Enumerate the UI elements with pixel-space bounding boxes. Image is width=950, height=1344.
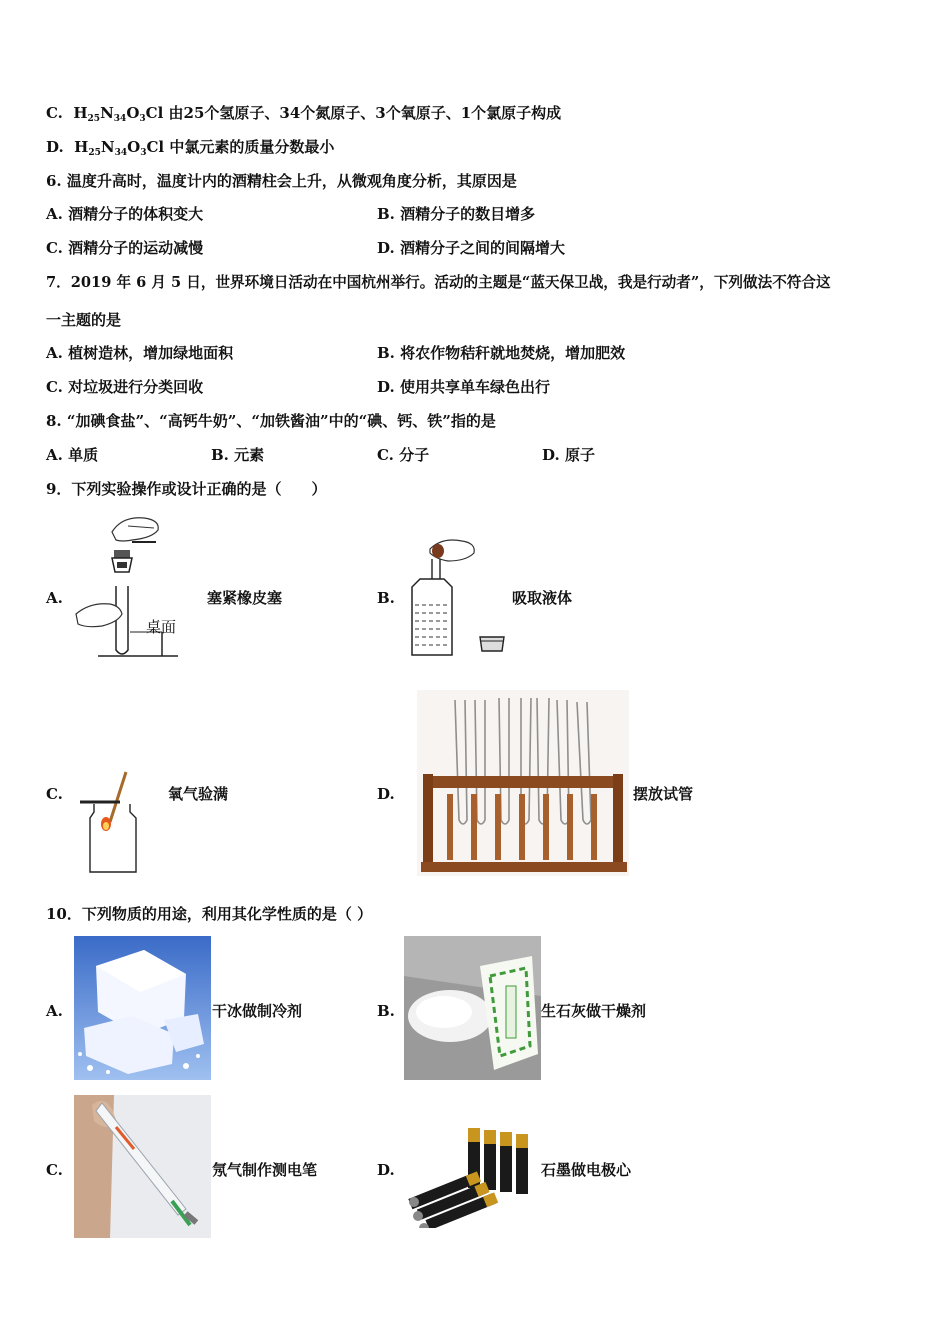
q10-option-b-label: B. [377, 1002, 395, 1020]
q6-option-d: D. 酒精分子之间的间隔增大 [377, 239, 565, 257]
q10-option-a-label: A. [46, 1002, 63, 1020]
q7-option-c: C. 对垃圾进行分类回收 [46, 378, 204, 396]
q5-option-d: D. $H_{25}N_{34}O_3Cl$ 中氯元素的质量分数最小 [46, 138, 335, 158]
q6-stem: 6. 温度升高时，温度计内的酒精柱会上升，从微观角度分析，其原因是 [46, 172, 517, 190]
q9-option-c-text: 氧气验满 [168, 785, 229, 803]
q9-option-b-label: B. [377, 589, 395, 607]
gas-bottle-splint-icon [80, 768, 142, 878]
q9-option-b-text: 吸取液体 [512, 589, 573, 607]
q9-option-d-text: 摆放试管 [633, 785, 694, 803]
formula: $H_{25}N_{34}O_3Cl$ [73, 104, 164, 124]
q9-stem: 9．下列实验操作或设计正确的是（ ） [46, 480, 327, 498]
q9-option-a-text: 塞紧橡皮塞 [207, 589, 283, 607]
test-pen-photo-icon [74, 1095, 211, 1238]
dropper-bottle-icon [408, 535, 520, 660]
q8-option-c: C. 分子 [377, 446, 430, 464]
q10-option-b-text: 生石灰做干燥剂 [541, 1002, 647, 1020]
test-tube-rack-icon [417, 690, 629, 876]
q10-option-a-text: 干冰做制冷剂 [212, 1002, 303, 1020]
q7-stem-line1: 7．2019 年 6 月 5 日，世界环境日活动在中国杭州举行。活动的主题是“蓝天保卫战，我是行动者”，下列做法不符合这 [46, 274, 831, 291]
q8-option-b: B. 元素 [211, 446, 265, 464]
q9-option-d-label: D. [377, 785, 395, 803]
formula: $H_{25}N_{34}O_3Cl$ [74, 138, 165, 158]
q7-option-b: B. 将农作物秸秆就地焚烧，增加肥效 [377, 344, 626, 362]
dry-ice-photo-icon [74, 936, 211, 1080]
q7-stem-line2: 一主题的是 [46, 311, 122, 329]
q8-option-a: A. 单质 [46, 446, 99, 464]
q8-stem: 8. “加碘食盐”、“高钙牛奶”、“加铁酱油”中的“碘、钙、铁”指的是 [46, 412, 496, 430]
q10-option-d-label: D. [377, 1161, 395, 1179]
q7-option-a: A. 植树造林，增加绿地面积 [46, 344, 234, 362]
q6-option-a: A. 酒精分子的体积变大 [46, 205, 204, 223]
q8-option-d: D. 原子 [542, 446, 595, 464]
q9-option-c-label: C. [46, 785, 63, 803]
test-tube-stopper-icon [72, 510, 184, 660]
q10-option-c-text: 氖气制作测电笔 [212, 1161, 318, 1179]
q6-option-c: C. 酒精分子的运动减慢 [46, 239, 204, 257]
q10-option-c-label: C. [46, 1161, 63, 1179]
q6-option-b: B. 酒精分子的数目增多 [377, 205, 536, 223]
quicklime-desiccant-photo-icon [404, 936, 541, 1080]
q5-option-c: C. $H_{25}N_{34}O_3Cl$ 由25个氢原子、34个氮原子、3个氧原子、1个氯原子构成 [46, 104, 562, 124]
q10-option-d-text: 石墨做电极心 [541, 1161, 632, 1179]
desk-label: 桌面 [146, 618, 177, 636]
q10-stem: 10．下列物质的用途，利用其化学性质的是（ ） [46, 905, 373, 923]
q7-option-d: D. 使用共享单车绿色出行 [377, 378, 550, 396]
q9-option-a-label: A. [46, 589, 63, 607]
batteries-photo-icon [404, 1120, 541, 1228]
